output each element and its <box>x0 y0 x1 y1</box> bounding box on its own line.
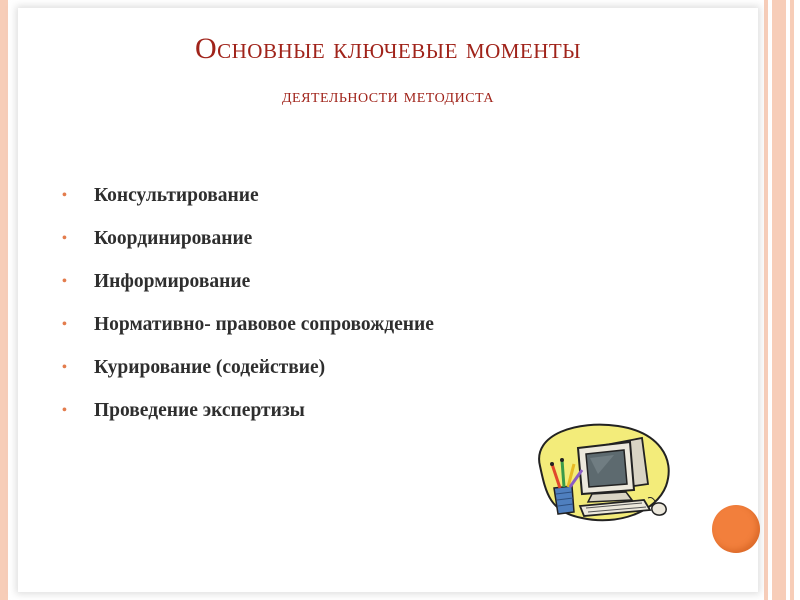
bullet-icon: • <box>62 188 67 203</box>
list-item <box>62 303 434 346</box>
list-item <box>62 389 434 432</box>
left-border-stripe <box>0 0 8 600</box>
bullet-list <box>62 174 434 432</box>
bullet-icon: • <box>62 274 67 289</box>
computer-with-pencil-cup-icon <box>526 414 674 526</box>
list-item-text: Курирование (содействие) <box>94 357 326 378</box>
slide-subtitle: деятельности методиста <box>281 85 495 107</box>
bullet-icon: • <box>62 231 67 246</box>
list-item <box>62 346 434 389</box>
right-border-stripe-outer <box>790 0 794 600</box>
bullet-icon: • <box>62 317 67 332</box>
list-item-text: Нормативно- правовое сопровождение <box>94 314 434 335</box>
list-item-text: Проведение экспертизы <box>94 400 305 421</box>
list-item <box>62 260 434 303</box>
right-border-stripe-wide <box>772 0 786 600</box>
list-item-text: Координирование <box>94 228 253 249</box>
right-border-stripe-thin <box>764 0 768 600</box>
slide-title: Основные ключевые моменты <box>194 32 582 65</box>
list-item-text: Консультирование <box>94 185 259 206</box>
list-item <box>62 217 434 260</box>
bullet-icon: • <box>62 360 67 375</box>
list-item <box>62 174 434 217</box>
decorative-orange-circle <box>712 505 760 553</box>
slide-panel <box>18 8 758 592</box>
list-item-text: Информирование <box>94 271 251 292</box>
bullet-icon: • <box>62 403 67 418</box>
